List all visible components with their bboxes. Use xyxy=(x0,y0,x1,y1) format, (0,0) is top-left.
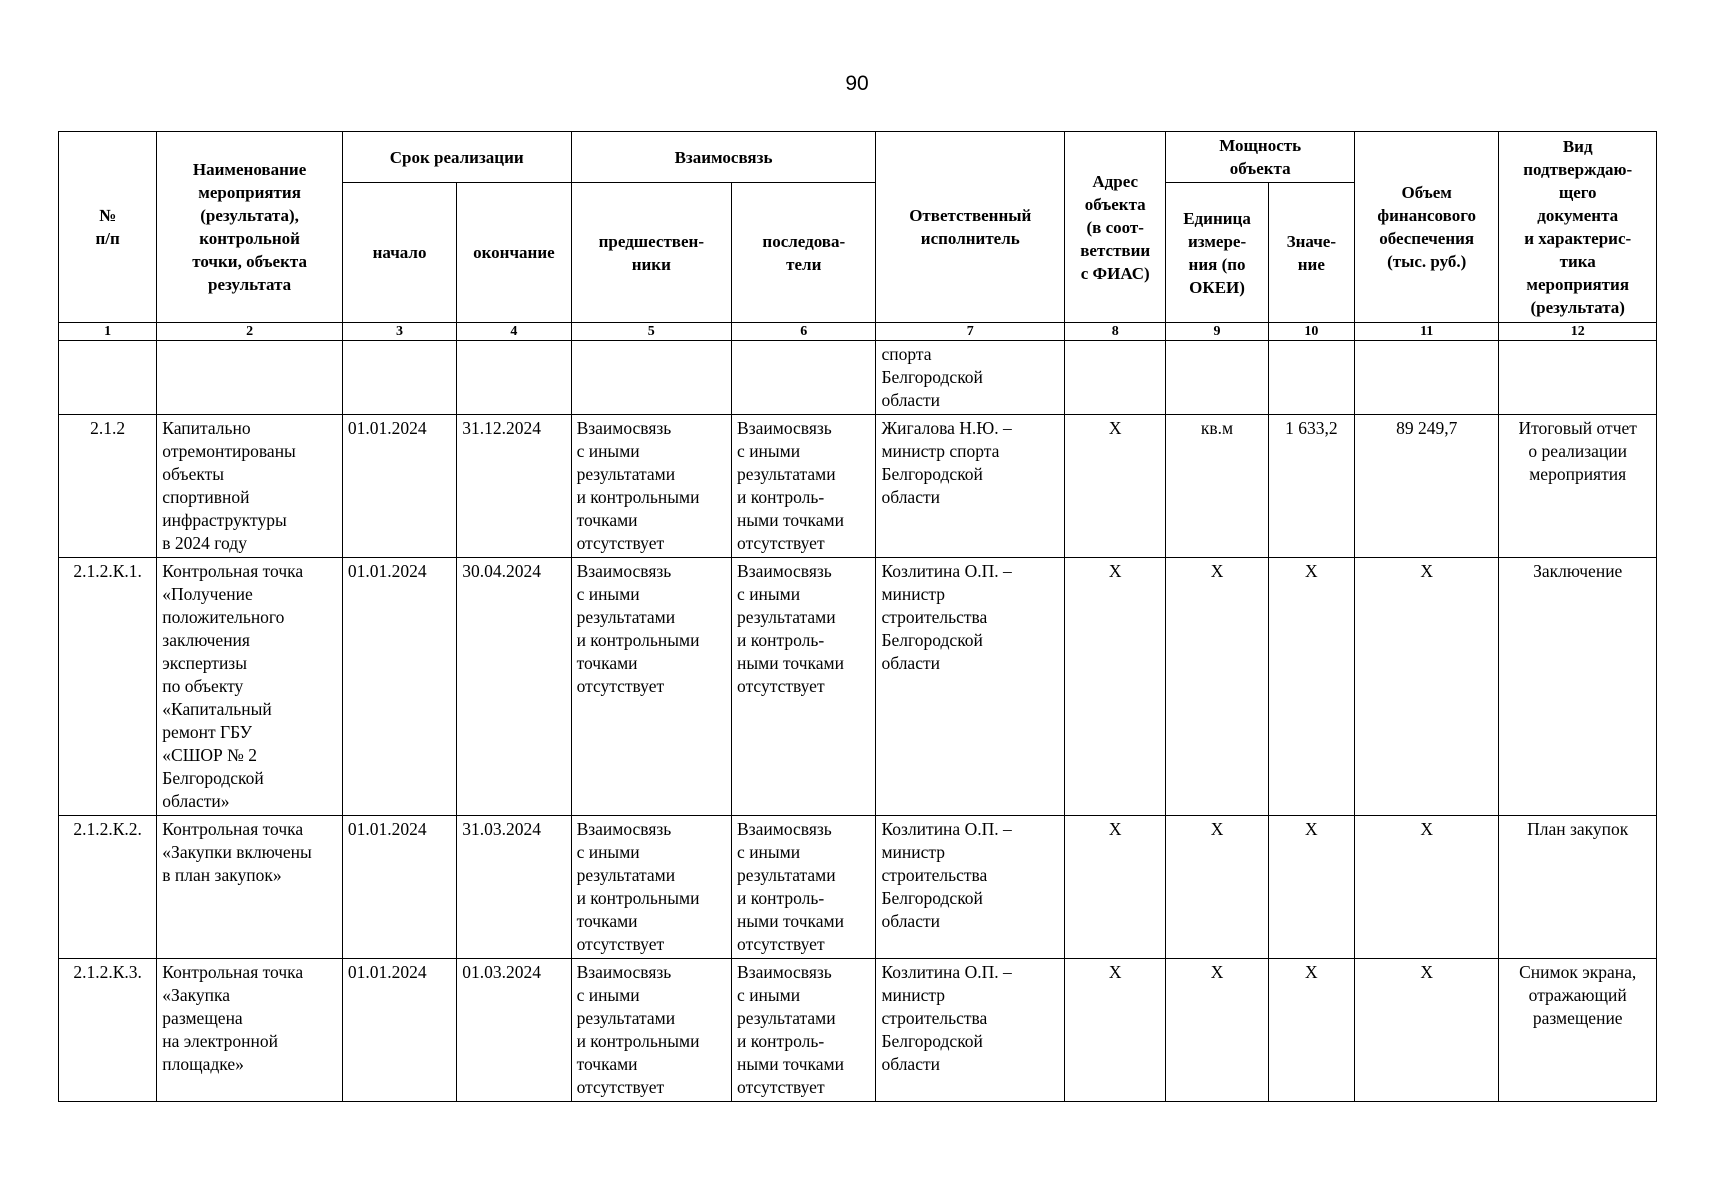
cell-predecessors: Взаимосвязь с иными результатами и контрольными точками отсутствует xyxy=(571,816,731,959)
column-number: 3 xyxy=(342,323,456,341)
cell-address: X xyxy=(1065,959,1166,1102)
header-finance: Объем финансового обеспечения (тыс. руб.) xyxy=(1354,132,1498,323)
column-number: 7 xyxy=(876,323,1065,341)
header-end: окончание xyxy=(457,183,571,323)
header-predecessors: предшествен- ники xyxy=(571,183,731,323)
column-number: 4 xyxy=(457,323,571,341)
cell-no: 2.1.2.К.2. xyxy=(59,816,157,959)
cell-responsible: Козлитина О.П. – министр строительства Белгородской области xyxy=(876,558,1065,816)
cell-end: 01.03.2024 xyxy=(457,959,571,1102)
cell-predecessors: Взаимосвязь с иными результатами и контрольными точками отсутствует xyxy=(571,558,731,816)
header-relation: Взаимосвязь xyxy=(571,132,876,183)
cell-successors xyxy=(732,341,876,415)
cell-value: X xyxy=(1268,816,1354,959)
cell-unit: X xyxy=(1166,816,1268,959)
cell-unit: X xyxy=(1166,959,1268,1102)
cell-name: Капитально отремонтированы объекты спортивной инфраструктуры в 2024 году xyxy=(157,415,343,558)
header-responsible: Ответственный исполнитель xyxy=(876,132,1065,323)
cell-doc: План закупок xyxy=(1499,816,1657,959)
page-number: 90 xyxy=(845,72,869,95)
column-number: 6 xyxy=(732,323,876,341)
cell-successors: Взаимосвязь с иными результатами и контроль- ными точками отсутствует xyxy=(732,415,876,558)
cell-name xyxy=(157,341,343,415)
cell-address: X xyxy=(1065,415,1166,558)
column-number: 1 xyxy=(59,323,157,341)
cell-responsible: Жигалова Н.Ю. – министр спорта Белгородской области xyxy=(876,415,1065,558)
cell-successors: Взаимосвязь с иными результатами и контроль- ными точками отсутствует xyxy=(732,558,876,816)
header-no: № п/п xyxy=(59,132,157,323)
column-number: 2 xyxy=(157,323,343,341)
cell-end: 30.04.2024 xyxy=(457,558,571,816)
cell-end: 31.12.2024 xyxy=(457,415,571,558)
cell-unit xyxy=(1166,341,1268,415)
column-numbers-row xyxy=(59,323,1657,341)
cell-no: 2.1.2 xyxy=(59,415,157,558)
cell-predecessors: Взаимосвязь с иными результатами и контрольными точками отсутствует xyxy=(571,959,731,1102)
cell-successors: Взаимосвязь с иными результатами и контроль- ными точками отсутствует xyxy=(732,816,876,959)
cell-value: X xyxy=(1268,959,1354,1102)
cell-no: 2.1.2.К.1. xyxy=(59,558,157,816)
cell-unit: кв.м xyxy=(1166,415,1268,558)
cell-responsible: спорта Белгородской области xyxy=(876,341,1065,415)
cell-value xyxy=(1268,341,1354,415)
cell-start xyxy=(342,341,456,415)
header-doc-type: Вид подтверждаю- щего документа и характерис- тика мероприятия (результата) xyxy=(1499,132,1657,323)
cell-finance: X xyxy=(1354,816,1498,959)
cell-start: 01.01.2024 xyxy=(342,558,456,816)
header-term: Срок реализации xyxy=(342,132,571,183)
cell-end: 31.03.2024 xyxy=(457,816,571,959)
results-table xyxy=(58,131,1657,1102)
cell-doc xyxy=(1499,341,1657,415)
column-number: 10 xyxy=(1268,323,1354,341)
cell-finance xyxy=(1354,341,1498,415)
cell-no xyxy=(59,341,157,415)
header-name: Наименование мероприятия (результата), контрольной точки, объекта результата xyxy=(157,132,343,323)
cell-start: 01.01.2024 xyxy=(342,415,456,558)
cell-no: 2.1.2.К.3. xyxy=(59,959,157,1102)
table-row xyxy=(59,816,1657,959)
cell-start: 01.01.2024 xyxy=(342,959,456,1102)
cell-predecessors xyxy=(571,341,731,415)
cell-address: X xyxy=(1065,816,1166,959)
cell-name: Контрольная точка «Закупка размещена на электронной площадке» xyxy=(157,959,343,1102)
cell-successors: Взаимосвязь с иными результатами и контроль- ными точками отсутствует xyxy=(732,959,876,1102)
table-header xyxy=(59,132,1657,341)
cell-doc: Заключение xyxy=(1499,558,1657,816)
cell-finance: X xyxy=(1354,959,1498,1102)
header-address: Адрес объекта (в соот- ветствии с ФИАС) xyxy=(1065,132,1166,323)
header-capacity: Мощность объекта xyxy=(1166,132,1355,183)
table-row xyxy=(59,415,1657,558)
header-start: начало xyxy=(342,183,456,323)
cell-address: X xyxy=(1065,558,1166,816)
cell-predecessors: Взаимосвязь с иными результатами и контрольными точками отсутствует xyxy=(571,415,731,558)
cell-name: Контрольная точка «Закупки включены в план закупок» xyxy=(157,816,343,959)
cell-start: 01.01.2024 xyxy=(342,816,456,959)
cell-name: Контрольная точка «Получение положительного заключения экспертизы по объекту «Капитальный ремонт ГБУ «СШОР № 2 Белгородской области» xyxy=(157,558,343,816)
cell-address xyxy=(1065,341,1166,415)
cell-end xyxy=(457,341,571,415)
header-successors: последова- тели xyxy=(732,183,876,323)
table-row xyxy=(59,341,1657,415)
header-value: Значе- ние xyxy=(1268,183,1354,323)
cell-finance: 89 249,7 xyxy=(1354,415,1498,558)
cell-doc: Снимок экрана, отражающий размещение xyxy=(1499,959,1657,1102)
cell-responsible: Козлитина О.П. – министр строительства Белгородской области xyxy=(876,959,1065,1102)
cell-value: 1 633,2 xyxy=(1268,415,1354,558)
header-unit: Единица измере- ния (по ОКЕИ) xyxy=(1166,183,1268,323)
table-row xyxy=(59,959,1657,1102)
cell-value: X xyxy=(1268,558,1354,816)
cell-finance: X xyxy=(1354,558,1498,816)
table-row xyxy=(59,558,1657,816)
column-number: 5 xyxy=(571,323,731,341)
cell-doc: Итоговый отчет о реализации мероприятия xyxy=(1499,415,1657,558)
cell-unit: X xyxy=(1166,558,1268,816)
column-number: 9 xyxy=(1166,323,1268,341)
cell-responsible: Козлитина О.П. – министр строительства Белгородской области xyxy=(876,816,1065,959)
column-number: 11 xyxy=(1354,323,1498,341)
column-number: 8 xyxy=(1065,323,1166,341)
column-number: 12 xyxy=(1499,323,1657,341)
